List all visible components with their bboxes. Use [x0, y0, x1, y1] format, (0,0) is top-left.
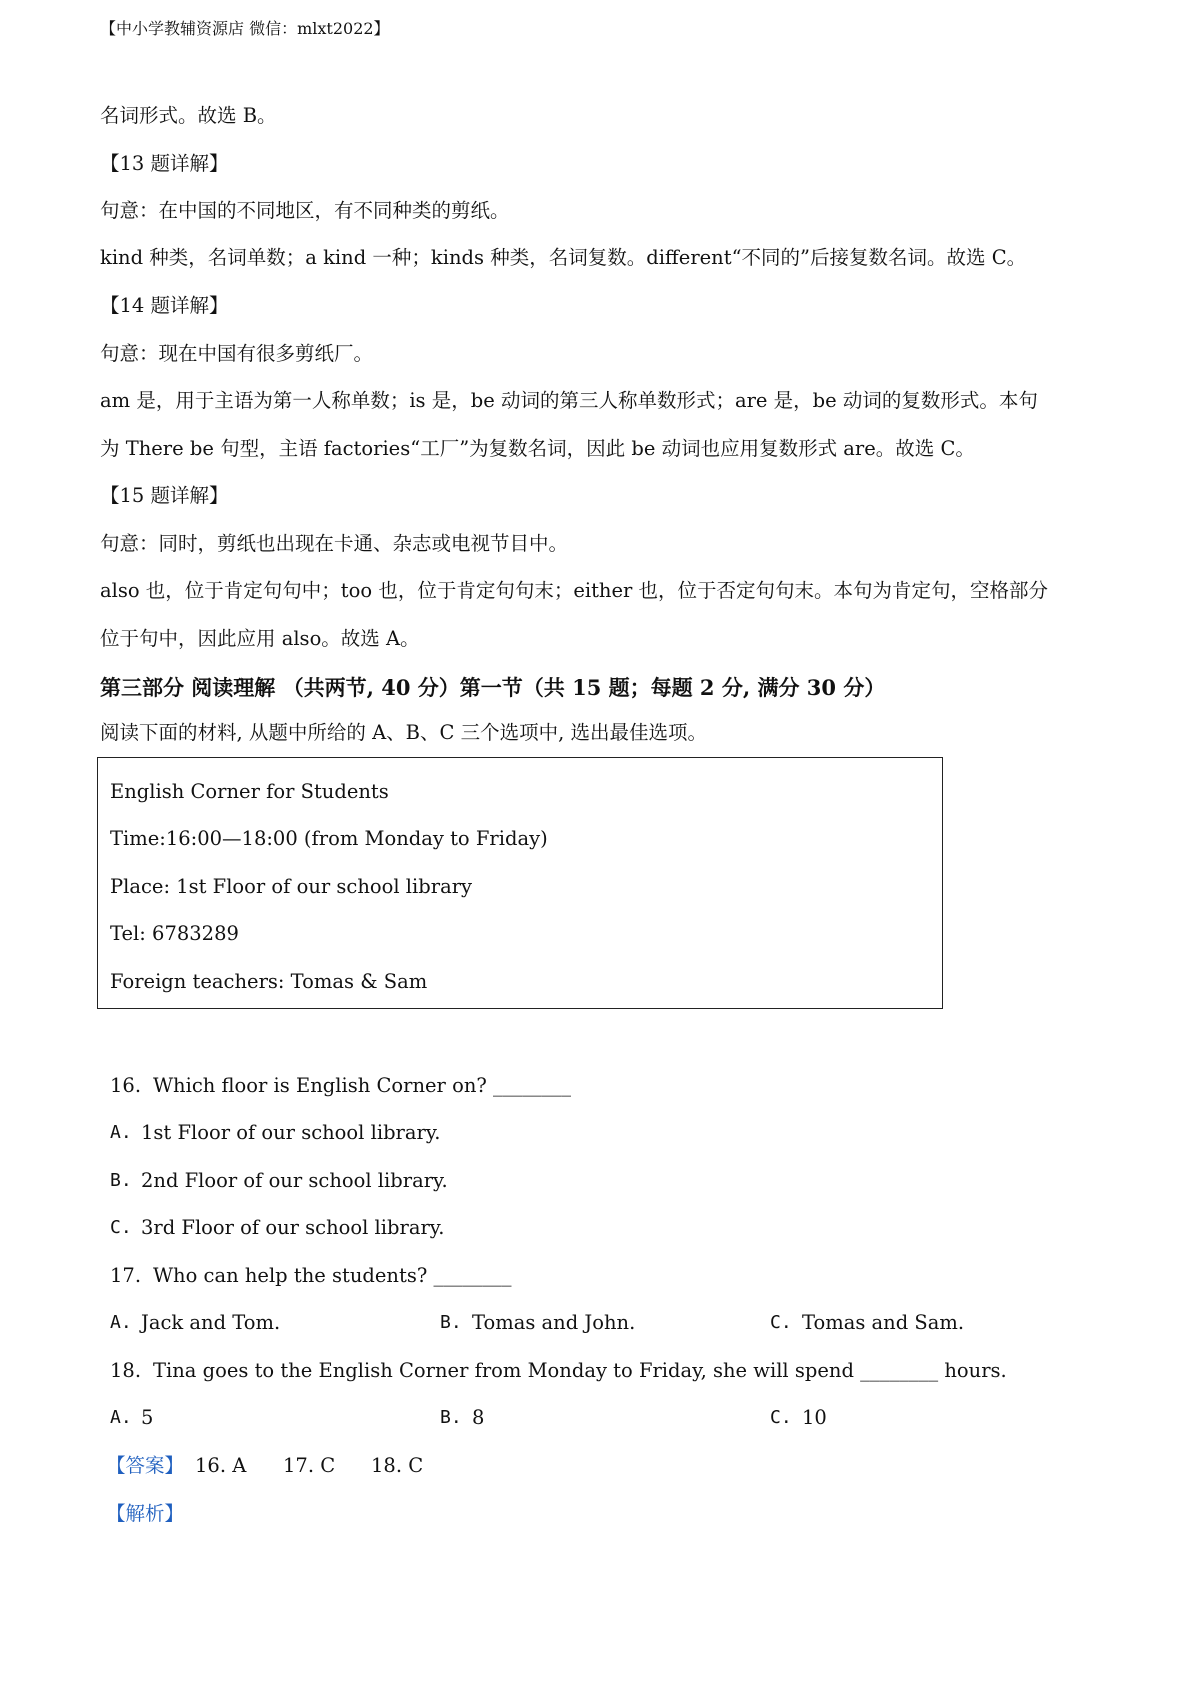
question-18-text: Tina goes to the English Corner from Monday to Friday, she will spend ________ hours.	[153, 1359, 1007, 1382]
option-text: Tomas and John.	[472, 1311, 636, 1334]
notice-tel: Tel: 6783289	[110, 922, 239, 945]
option-text: 8	[472, 1406, 485, 1429]
question-17-number: 17.	[110, 1264, 142, 1287]
option-letter: B.	[440, 1407, 462, 1428]
option-letter: B.	[110, 1170, 132, 1191]
notice-teachers: Foreign teachers: Tomas & Sam	[110, 970, 428, 993]
question-16-text: Which floor is English Corner on? ________	[153, 1074, 572, 1097]
option-text: 10	[802, 1406, 827, 1429]
explanation-line: 名词形式。故选 B。	[100, 104, 277, 127]
question-14-heading: 【14 题详解】	[100, 294, 229, 317]
option-text: 5	[141, 1406, 154, 1429]
option-letter: A.	[110, 1122, 132, 1143]
explanation-line: 句意：现在中国有很多剪纸厂。	[100, 342, 374, 365]
page-header: 【中小学教辅资源店 微信：mlxt2022】	[100, 19, 390, 38]
notice-time: Time:16:00—18:00 (from Monday to Friday)	[110, 827, 548, 850]
question-16-number: 16.	[110, 1074, 142, 1097]
option-letter: A.	[110, 1407, 132, 1428]
explanation-line: kind 种类，名词单数；a kind 一种；kinds 种类，名词复数。different“不同的”后接复数名词。故选 C。	[100, 246, 1027, 269]
option-text: 1st Floor of our school library.	[141, 1121, 441, 1144]
explanation-line: also 也，位于肯定句句中；too 也，位于肯定句句末；either 也，位于否定句句末。本句为肯定句，空格部分	[100, 579, 1049, 602]
option-letter: C.	[770, 1312, 792, 1333]
notice-title: English Corner for Students	[110, 780, 389, 803]
option-text: 2nd Floor of our school library.	[141, 1169, 448, 1192]
analysis-label: 【解析】	[106, 1502, 185, 1525]
answer-label: 【答案】	[106, 1454, 185, 1477]
answer-17: 17. C	[283, 1454, 336, 1477]
explanation-line: 句意：同时，剪纸也出现在卡通、杂志或电视节目中。	[100, 532, 569, 555]
answer-16: 16. A	[195, 1454, 247, 1477]
option-letter: C.	[770, 1407, 792, 1428]
question-15-heading: 【15 题详解】	[100, 484, 229, 507]
option-text: 3rd Floor of our school library.	[141, 1216, 445, 1239]
answer-18: 18. C	[371, 1454, 424, 1477]
option-letter: C.	[110, 1217, 132, 1238]
question-13-heading: 【13 题详解】	[100, 152, 229, 175]
section-instruction: 阅读下面的材料, 从题中所给的 A、B、C 三个选项中, 选出最佳选项。	[100, 721, 708, 744]
option-letter: B.	[440, 1312, 462, 1333]
explanation-line: am 是，用于主语为第一人称单数；is 是，be 动词的第三人称单数形式；are 是，be 动词的复数形式。本句	[100, 389, 1038, 412]
question-18-number: 18.	[110, 1359, 142, 1382]
explanation-line: 句意：在中国的不同地区，有不同种类的剪纸。	[100, 199, 510, 222]
notice-place: Place: 1st Floor of our school library	[110, 875, 473, 898]
option-text: Tomas and Sam.	[802, 1311, 965, 1334]
question-17-text: Who can help the students? ________	[153, 1264, 512, 1287]
explanation-line: 为 There be 句型，主语 factories“工厂”为复数名词，因此 be 动词也应用复数形式 are。故选 C。	[100, 437, 975, 460]
option-text: Jack and Tom.	[141, 1311, 281, 1334]
section-title: 第三部分 阅读理解 （共两节, 40 分）第一节（共 15 题；每题 2 分, 满分 30 分）	[100, 675, 886, 700]
option-letter: A.	[110, 1312, 132, 1333]
explanation-line: 位于句中，因此应用 also。故选 A。	[100, 627, 420, 650]
